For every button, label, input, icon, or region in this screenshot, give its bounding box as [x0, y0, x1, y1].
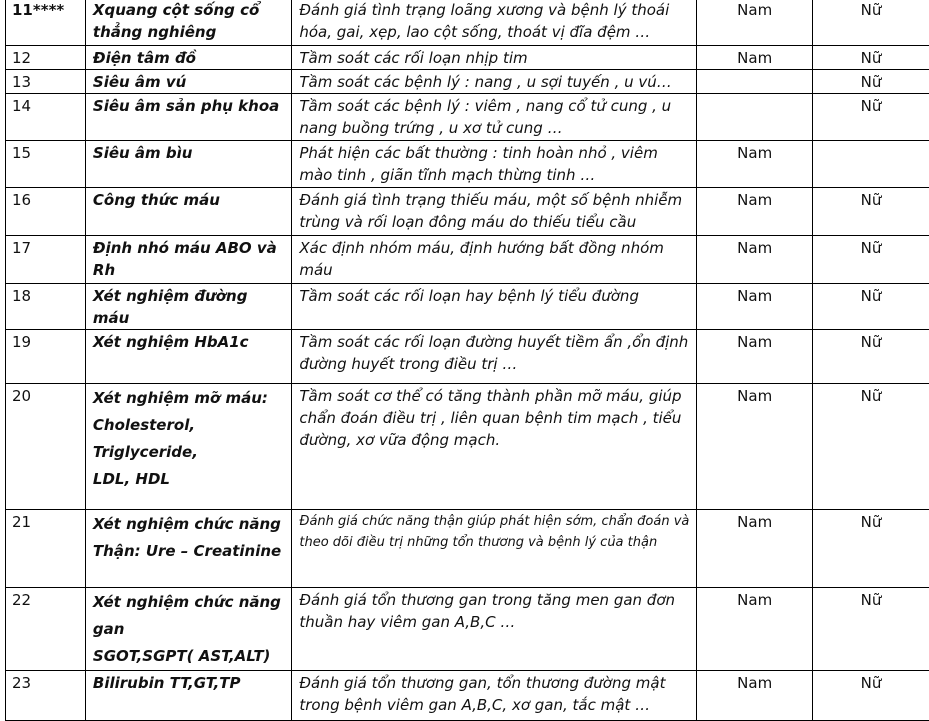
- row-number: 16: [6, 188, 86, 236]
- exam-description: Đánh giá tổn thương gan trong tăng men gan đơn thuần hay viêm gan A,B,C …: [292, 588, 697, 671]
- exam-name-cell: [85, 141, 291, 188]
- exam-name-cell: [85, 510, 291, 588]
- exam-name-line: Thận: Ure – Creatinine: [93, 538, 286, 565]
- row-number: 14: [6, 94, 86, 141]
- exam-name-cell: [85, 671, 291, 721]
- female-applicable-cell: Nữ: [812, 188, 929, 236]
- exam-name-cell: [85, 284, 291, 330]
- exam-name-line: Siêu âm vú: [93, 71, 286, 93]
- male-applicable-cell: Nam: [697, 141, 813, 188]
- row-number: 12: [6, 46, 86, 70]
- table-row: [6, 588, 929, 671]
- exam-name-line: Bilirubin TT,GT,TP: [93, 672, 286, 694]
- row-number: 22: [6, 588, 86, 671]
- exam-name-line: Xét nghiệm chức năng gan: [93, 589, 286, 643]
- table-row: [6, 671, 929, 721]
- table-row: [6, 94, 929, 141]
- exam-name-cell: [85, 94, 291, 141]
- female-applicable-cell: Nữ: [812, 588, 929, 671]
- male-applicable-cell: Nam: [697, 188, 813, 236]
- male-applicable-cell: Nam: [697, 0, 813, 46]
- table-row: [6, 510, 929, 588]
- row-number: 23: [6, 671, 86, 721]
- table-row: [6, 384, 929, 510]
- exam-name-line: Siêu âm sản phụ khoa: [93, 95, 286, 117]
- exam-name-cell: [85, 46, 291, 70]
- male-applicable-cell: Nam: [697, 330, 813, 384]
- exam-description: Tầm soát các rối loạn đường huyết tiềm ẩn ,ổn định đường huyết trong điều trị …: [292, 330, 697, 384]
- exam-description: Tầm soát các rối loạn nhịp tim: [292, 46, 697, 70]
- exam-description: Đánh giá tình trạng thiếu máu, một số bệnh nhiễm trùng và rối loạn đông máu do thiếu tiểu cầu: [292, 188, 697, 236]
- exam-description: Đánh giá tổn thương gan, tổn thương đường mật trong bệnh viêm gan A,B,C, xơ gan, tắc mật …: [292, 671, 697, 721]
- exam-description: Phát hiện các bất thường : tinh hoàn nhỏ , viêm mào tinh , giãn tĩnh mạch thừng tinh …: [292, 141, 697, 188]
- exam-description: Tầm soát các bệnh lý : viêm , nang cổ tử cung , u nang buồng trứng , u xơ tử cung …: [292, 94, 697, 141]
- exam-name-line: Xquang cột sống cổ thẳng nghiêng: [93, 0, 286, 43]
- table-row: [6, 0, 929, 46]
- table-row: [6, 141, 929, 188]
- female-applicable-cell: Nữ: [812, 236, 929, 284]
- male-applicable-cell: Nam: [697, 384, 813, 510]
- row-number: 15: [6, 141, 86, 188]
- exam-name-cell: [85, 188, 291, 236]
- row-number: 21: [6, 510, 86, 588]
- exam-name-cell: [85, 70, 291, 94]
- male-applicable-cell: Nam: [697, 284, 813, 330]
- table-row: [6, 284, 929, 330]
- exam-name-line: Công thức máu: [93, 189, 286, 211]
- table-row: [6, 188, 929, 236]
- row-number: 17: [6, 236, 86, 284]
- row-number: 18: [6, 284, 86, 330]
- exam-name-line: Xét nghiệm HbA1c: [93, 331, 286, 353]
- table-row: [6, 330, 929, 384]
- female-applicable-cell: Nữ: [812, 384, 929, 510]
- exam-name-line: Xét nghiệm đường máu: [93, 285, 286, 329]
- exam-name-line: SGOT,SGPT( AST,ALT): [93, 643, 286, 670]
- exam-name-line: LDL, HDL: [93, 466, 286, 493]
- exam-name-cell: [85, 0, 291, 46]
- exam-name-line: Siêu âm bìu: [93, 142, 286, 164]
- female-applicable-cell: Nữ: [812, 510, 929, 588]
- male-applicable-cell: Nam: [697, 671, 813, 721]
- exam-description: Tầm soát các rối loạn hay bệnh lý tiểu đường: [292, 284, 697, 330]
- row-number: 11****: [6, 0, 86, 46]
- female-applicable-cell: Nữ: [812, 0, 929, 46]
- exam-name-cell: [85, 236, 291, 284]
- exam-name-line: Cholesterol,: [93, 412, 286, 439]
- male-applicable-cell: Nam: [697, 510, 813, 588]
- female-applicable-cell: Nữ: [812, 70, 929, 94]
- exam-table: [5, 0, 929, 721]
- exam-name-line: Triglyceride,: [93, 439, 286, 466]
- exam-table-body: [6, 0, 929, 721]
- exam-name-line: Xét nghiệm mỡ máu:: [93, 385, 286, 412]
- female-applicable-cell: Nữ: [812, 284, 929, 330]
- exam-description: Tầm soát các bệnh lý : nang , u sợi tuyến , u vú…: [292, 70, 697, 94]
- row-number: 19: [6, 330, 86, 384]
- female-applicable-cell: Nữ: [812, 46, 929, 70]
- female-applicable-cell: Nữ: [812, 330, 929, 384]
- male-applicable-cell: Nam: [697, 46, 813, 70]
- exam-description: Xác định nhóm máu, định hướng bất đồng nhóm máu: [292, 236, 697, 284]
- exam-name-line: Định nhó máu ABO và Rh: [93, 237, 286, 281]
- male-applicable-cell: Nam: [697, 588, 813, 671]
- exam-description: Đánh giá tình trạng loãng xương và bệnh lý thoái hóa, gai, xẹp, lao cột sống, thoát vị đĩa đệm …: [292, 0, 697, 46]
- male-applicable-cell: Nam: [697, 236, 813, 284]
- table-row: [6, 70, 929, 94]
- exam-name-line: Xét nghiệm chức năng: [93, 511, 286, 538]
- female-applicable-cell: [812, 141, 929, 188]
- female-applicable-cell: Nữ: [812, 94, 929, 141]
- exam-name-cell: [85, 384, 291, 510]
- male-applicable-cell: [697, 70, 813, 94]
- row-number: 13: [6, 70, 86, 94]
- table-row: [6, 236, 929, 284]
- exam-description: Đánh giá chức năng thận giúp phát hiện sớm, chẩn đoán và theo dõi điều trị những tổn thương và bệnh lý của thận: [292, 510, 697, 588]
- row-number: 20: [6, 384, 86, 510]
- exam-name-line: Điện tâm đồ: [93, 47, 286, 69]
- exam-description: Tầm soát cơ thể có tăng thành phần mỡ máu, giúp chẩn đoán điều trị , liên quan bệnh tim mạch , tiểu đường, xơ vữa động mạch.: [292, 384, 697, 510]
- table-row: [6, 46, 929, 70]
- exam-name-cell: [85, 588, 291, 671]
- female-applicable-cell: Nữ: [812, 671, 929, 721]
- male-applicable-cell: [697, 94, 813, 141]
- exam-name-cell: [85, 330, 291, 384]
